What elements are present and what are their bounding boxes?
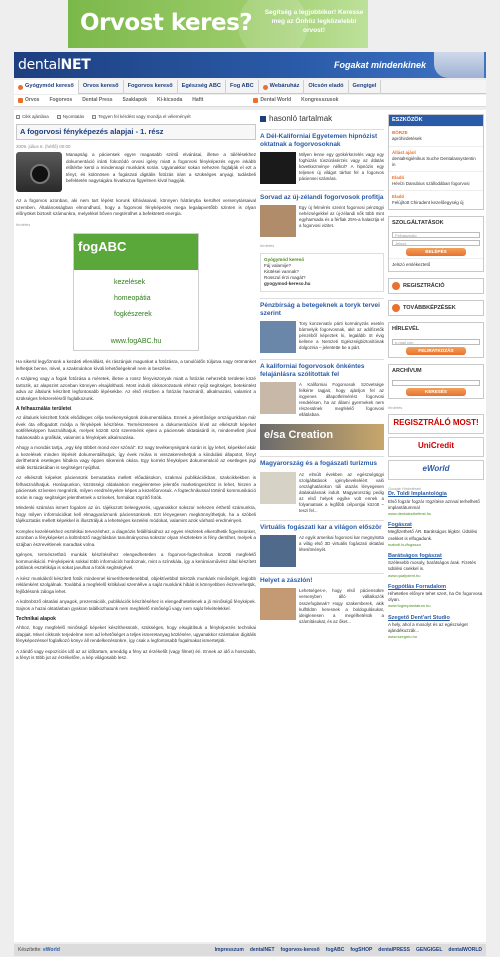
footer — [14, 944, 486, 956]
related-article[interactable] — [260, 359, 384, 419]
subnav-dental-world[interactable]: Dental World — [253, 97, 291, 104]
subnav-szaklapok[interactable]: Szaklapok — [122, 97, 147, 104]
unicredit-ad[interactable]: UniCredit — [388, 437, 484, 457]
camera-image — [16, 152, 62, 192]
nav-item-fogabc[interactable]: Fog ABC — [226, 80, 259, 94]
print-icon — [57, 115, 61, 119]
banner-promo: Segítség a legjobbikor! Keresse meg az Önhöz legközelebbi orvost! — [264, 9, 364, 35]
password-input[interactable]: Jelszó — [392, 240, 480, 246]
classified-item[interactable]: Állást ajánl dentalHigiénikus Suche Dentalassystentin in — [389, 146, 483, 171]
related-text: Az egyik amerikai fogorvosi kar megnyitotta a világ első 3D virtuális fogászati oktatási létesítményét. — [299, 535, 384, 553]
footer-links — [215, 947, 482, 954]
fogabc-logo: fogABC — [74, 234, 198, 270]
related-text: Milyen lenne egy gyökérkezelés vagy egy foghúzás túszúrásérzés vagy az átlatás következménye nélkül? A hipnózis egy teljesen új világot tárhat fel a fogorvos páciensei számára. — [299, 152, 384, 182]
google-ad[interactable]: Barátságos fogászat Szélesebb mosoly, barátságos árak. Fizetés üdülési csekkel is. www.qualydent.hu — [388, 552, 476, 578]
fogabc-url: www.fogABC.hu — [110, 337, 162, 345]
related-title[interactable]: Pénzbírság a betegeknek a toryk tervei szerint — [260, 301, 380, 317]
paragraph: A kész munkákról készített fotók mindennel kimeríthetetlenebbül, objektívebbül tükrözik munkánk minőségét, legjobb reklámként szolgálnak. Továbbá a megfelelő kritikával szemlélve a saját munkánk hibáit is könnyebben észrevehetjük, fejlődésünk záloga lehet. — [16, 575, 256, 594]
banner-headline: Orvost keres? — [80, 10, 253, 36]
subnav-orvos[interactable]: Orvos — [18, 97, 39, 104]
gyogymod-line: Kiütései vannak? — [264, 268, 299, 274]
gyogymod-url: gyogymod-kereso.hu — [264, 281, 311, 287]
related-title[interactable]: A kaliforniai fogorvosok önkéntes felajánlásra szólítottak fel — [260, 362, 365, 378]
username-input[interactable]: Felhasználó — [392, 232, 480, 238]
paragraph: Igényes, természetfotó munkák készítéséhez elengedhetetlen a fogorvos-fogtechnikus közötti megfelelő kommunikáció. Fényképeink sokkal több információt hordoznak, mint a színskála, így a kerámiaművész által készített pótlások esztétikája is sokat javulhat a fotók segítségével. — [16, 552, 256, 571]
sidebar — [388, 114, 484, 646]
section-heading: A felhasználás területei — [16, 406, 72, 413]
pill-icon — [18, 85, 23, 90]
paragraph: Komplex kezelésekhez esztétikai tervezéshez, a diagnózis felállításához az egyes részletek elkerülhetik figyelmünket, azonban a fényképeket a különböző nagyításban tanulmányozva sokszor olyan részletekre is fény derülhet, melyek a szájban észrevétlenek maradtak volna. — [16, 528, 256, 547]
archive-box — [388, 364, 484, 399]
footer-link[interactable]: GENGIGEL — [415, 946, 443, 953]
related-title[interactable]: A Dél-Kaliforniai Egyetemen hipnózist oktatnak a fogorvosoknak — [260, 132, 378, 148]
gyogymod-line: Rosszul érzi magát? — [264, 275, 306, 281]
related-article[interactable] — [260, 129, 384, 184]
gyogymod-title: Gyógymód kereső — [264, 256, 305, 262]
related-article[interactable] — [260, 456, 384, 514]
related-thumb — [260, 382, 296, 414]
gyogymod-ad[interactable] — [260, 253, 384, 292]
related-text: Egy új felmérés szerint fogorvosi pénzügyi nehézségekkel az új-zélandi nők több mint egyharmada és a férfiak 25%-a halasztja el a fogorvosi vizitet. — [299, 205, 384, 229]
google-ad[interactable]: Fogpótlás Forradalom Hihetetlen előnyre tehet szert, ha Ön fogorvosa olyan. www.fogimplantatum.hu — [388, 583, 483, 609]
related-text: A Kaliforniai Fogorvosok Szövetsége felkérte tagjait, hogy ajánljon fel az ingyenes állapotfelmérést fogorvosi rendelésen, ha az állami gyermekek nem részesülnek megfelelő fogorvosi ellátásban. — [299, 382, 384, 418]
ask-question-link[interactable]: Tegyen fel kérdést vagy mondja el véleményét — [92, 114, 190, 120]
related-column — [260, 114, 384, 631]
borze-link[interactable]: BÖRZE apróhirdetések — [389, 126, 483, 145]
subscribe-button[interactable]: FELIRATKOZÁS — [406, 347, 466, 355]
training-box[interactable]: TOVÁBBKÉPZÉSEK — [388, 300, 484, 316]
related-text: Tory konzervatív párti kormányzás esetén bármelyik fogorvosnak, akit az adófizetők pénzéből képeztek ki, legalább öt évig kellene a Nemzeti Egészségbiztosítónak dolgoznia – jelentette be a párt. — [299, 320, 384, 351]
registration-box[interactable]: REGISZTRÁCIÓ — [388, 278, 484, 294]
article-title: A fogorvosi fényképezés alapjai - 1. rész — [16, 124, 256, 140]
related-thumb — [260, 588, 296, 620]
main-nav — [14, 80, 486, 94]
related-thumb — [260, 152, 296, 184]
paragraph: A szájüreg vagy a fogak fotózása a méretek, illetve a rossz fényviszonyok miatt a fotózás nehezebb területei közé tartozik, az alapszint azonban könnyen elsajátítható. Most induló cikksorozatunk ehhez nyújt segítséget, betekintést adva az általunk készített legfontosabb lépésekbe. Az első részben a fotózás hasznáról, alkalmazási, valamint a szükséges felszerelésről foglalkozunk. — [16, 376, 256, 401]
lead-text: Manapság a páciensek egyre magasabb szintű elvárásai, illetve a túlélésekhez dokumentáció iránti fokozódó orvosi igény miatt a fogorvosi fényképezés egyre inkább előtérbe kerül a mindennapi munkánk során. Ugyanakkor sokan nehezen foglalják el ezt a tényt, és különösen a fogászati digitális fotózás iránt a szükséges anyagi, tudásbeli befektetés nagyságára hivatkozva figyelmen kívül hagyják. — [66, 152, 256, 184]
classified-item[interactable]: Eladó Felújított Chiradent kezelőegység új — [389, 190, 483, 209]
paragraph: Ha sikerül legyőznünk a kezdeti ellenállást, és rászánjuk magunkat a fotózásra, a tanulóidőn túljutva nagy örömünket lelhetjük benne, mivel, a szakmánkon kívüli lehetőségeknél nem is beszélve. — [16, 359, 256, 371]
site-logo[interactable]: dentalNET — [18, 57, 91, 73]
section-heading: Technikai alapok — [16, 616, 56, 623]
paragraph: Az általunk készített fotók elsődleges célja tevékenységünk dokumentálása. Ennek a jelentősége országunkban már évek óta elfogadott módja a fényképek készítése. Természetesen a dokumentáción kívül az elkészült képeket sokféleképpen használhatjuk, melyek között szót szeretnénk ejteni a páciensek oktatásáról is, mindemellett jóval hatásosabb a grafikák, valamint a fényképek alkalmazása. — [16, 415, 256, 440]
nav-item-orvos[interactable]: Orvos kereső — [79, 80, 124, 94]
header-image — [434, 52, 484, 78]
fogabc-ad[interactable] — [73, 233, 199, 351]
related-article[interactable] — [260, 520, 384, 567]
doctor-icon — [18, 98, 23, 103]
google-ads — [388, 486, 484, 640]
tools-box — [388, 114, 484, 210]
ad-label: hirdetés — [16, 221, 31, 227]
nav-item-webaruhaz[interactable]: Webáruház — [259, 80, 305, 94]
footer-link[interactable]: dentalNET — [249, 946, 275, 953]
newsletter-box — [388, 322, 484, 357]
google-ad[interactable]: Szegető Dent'art Studio A hely, ahol a mosolyt és az egészséget ajándékozzák... www.szegeto.hu — [388, 614, 468, 640]
nav-item-egeszseg[interactable]: Egészség ABC — [178, 80, 226, 94]
paragraph: Mindenki számára ismert fogalom az ún. tájékozott beleegyezés, ugyanakkor sokszor nehezen érthető számunkra, hogy milyen információkat kell elmagyaráznunk páciensünknek. Ezt lényegesen megkönnyíthetjük, ha a szóbeli tájékoztatás mellett képekkel is illusztráljuk a lehetséges kezelési módokat, valamint azok várható eredményeit. — [16, 505, 256, 524]
footer-link[interactable]: fogorvos-kereső — [280, 946, 320, 953]
related-heading: hasonló tartalmak — [260, 114, 384, 125]
related-text: Az elmúlt években az egészségügyi szolgáltatások igénybevételéért való országhatárokon túli utazás lényegesen átalakulásnak indult. Magyarország pedig az első helyek egyike volt ennek a folyamatnak a legfőbb célpontjai között – teszi fel... — [299, 471, 384, 514]
globe-icon — [253, 98, 258, 103]
related-title[interactable]: Sorvad az új-zélandi fogorvosok profitja — [260, 194, 384, 202]
article-tools — [16, 114, 256, 120]
nav-item-gyogymod[interactable]: Gyógymód kereső — [14, 80, 79, 94]
paragraph: A záridő vagy expozíciós idő az az időtartam, ameddig a fény az érzékelőt (vagy filmet) éri. Ennek az idő a hosszabb, a fényt is több jut az érzékelőre, a kép világosabb lesz. — [16, 648, 256, 661]
nav-item-gengigel[interactable]: Gengigel — [349, 80, 382, 94]
google-ad[interactable]: Dr. Toldi Implantológia Első fogzár fogzár rögzítése aznnal terhelhető implantátummal www.dentalesthetinst.hu — [388, 491, 480, 516]
related-article[interactable] — [260, 298, 384, 353]
subnav-hafit[interactable]: Hafit — [192, 97, 204, 104]
footer-eworld[interactable]: eWorld — [43, 946, 60, 953]
related-article[interactable] — [260, 190, 384, 237]
cart-icon — [263, 85, 268, 90]
archive-heading: ARCHÍVUM — [392, 367, 422, 374]
paragraph: Az elkészült képeket páciensünk bemutatása mellett előadásokon, szakmai publikációkban, szakcikkekben is felhasználhatjuk. Honlapunkon, közösségi oldalainkon megjelentetve jelentős marketingeszköz is lehet, hiszen a páciensek szívesen megnézik, milyen eredményekre képes a kezelőorvosuk. A fogtechnikussal történő kommunikáció során is nagy segítséget jelenthetnek a színeket, formákat rögzítő fotók. — [16, 475, 256, 500]
login-heading: SZOLGÁLTATÁSOK — [392, 219, 444, 226]
subnav-fogorvos[interactable]: Fogorvos — [49, 97, 73, 104]
tools-heading: ESZKÖZÖK — [389, 115, 483, 126]
login-box — [388, 216, 484, 272]
article-column — [16, 114, 256, 666]
related-thumb — [260, 205, 296, 237]
related-title[interactable]: Helyet a zászlón! — [260, 577, 313, 585]
related-thumb — [260, 472, 296, 504]
subnav-kongresszusok[interactable]: Kongresszusok — [301, 97, 339, 104]
archive-search-button[interactable]: KERESÉS — [406, 388, 466, 396]
related-title[interactable]: Magyarország és a fogászati turizmus — [260, 460, 378, 468]
ad-label: hirdetés — [388, 405, 403, 411]
content-area — [14, 110, 486, 942]
key-icon — [392, 282, 400, 290]
book-icon — [392, 304, 400, 312]
google-ads-heading: Google Hirdetések — [388, 485, 422, 491]
article-date: 2009. július 6. (hétfő) 00:00 — [16, 144, 71, 150]
paragraph: A különböző oktatási anyagok, prezentációk, publikációk készítéséhez is elengedhetetlenek a jó minőségű fényképek. Sajnos a hazai oktatásban gyakran találkozhatunk nem megfelelő minőségű vagy nem saját felvételekkel. — [16, 599, 256, 611]
newsletter-heading: HÍRLEVÉL — [392, 326, 420, 333]
site-header — [14, 52, 486, 78]
nav-item-olcson[interactable]: Olcsón eladó — [304, 80, 348, 94]
fogabc-line: homeopátia — [114, 295, 151, 303]
sub-nav — [14, 95, 486, 107]
comment-icon — [92, 115, 96, 119]
fogabc-line: kezelések — [114, 279, 146, 287]
ad-label: hirdetés — [260, 243, 275, 249]
related-text: Lehetséges-e, hogy első páciensükre versenyben álló vállalkozók összefoglanak? Hogy szakemberek, akik kulföldön keresnek a boldogulásukat, ideiglenesen a megélhetésük a számításukat, és az őket... — [299, 588, 384, 624]
paragraph: Ahogy a mondás tartja, „egy kép többet mond ezer szónál”. Ez nagy tevékenységünk során is így lehet, képekkel akár a kezelések minden lépését dokumentálhatjuk, így évek múlva is visszakereshetjük a kiindulási állapotot, fényt deríthetünk esetleges hibákra vagy éppen sikereink okára. Egy korrekt fényképes dokumentáció az esetleges jogi viták tisztázásában is segítséget nyújthat. — [16, 445, 256, 470]
newsletter-email-input[interactable]: e-mail cím — [392, 339, 480, 345]
fogabc-line: fogkészerek — [114, 311, 152, 319]
footer-link[interactable]: fogSHOP — [350, 946, 373, 953]
article-lead — [16, 152, 256, 192]
nav-item-fogorvos[interactable]: Fogorvos kereső — [124, 80, 178, 94]
archive-search-input[interactable] — [392, 380, 480, 386]
site-tagline: Fogakat mindenkinek — [333, 60, 426, 70]
recommend-link[interactable]: Cikk ajánlása — [16, 114, 49, 120]
forgot-password-link[interactable]: Jelszó emlékeztető — [389, 258, 483, 271]
related-article[interactable] — [260, 573, 384, 625]
sidebar-ad[interactable]: REGISZTRÁLÓ MOST! — [388, 414, 484, 434]
related-title[interactable]: Virtuális fogászati kar a világon először — [260, 524, 382, 532]
gyogymod-line: Fáj valamije? — [264, 262, 292, 268]
footer-credit: Készítette: — [18, 946, 42, 953]
paragraph: Az a fogorvos azonban, aki nem tart lépést korunk kihívásaival, könnyen hátrányba kerülhet versenytársaival szemben. Általánosságban elmondható, hogy a fogorvosi fényképezés mega legalapvetőbb szinten is olyan előnyöket biztosít számunkra, melyekkel bőven megtérülhet a befektetett energia. — [16, 198, 256, 217]
subnav-dental-press[interactable]: Dental Press — [82, 97, 113, 104]
top-banner-ad[interactable] — [68, 0, 368, 48]
related-thumb — [260, 535, 296, 567]
classified-item[interactable]: Eladó Hévízi Danubius szállodában fogorvosi — [389, 171, 483, 190]
related-thumb — [260, 321, 296, 353]
footer-link[interactable]: Impresszum — [214, 946, 244, 953]
list-icon — [260, 116, 266, 122]
eworld-ad[interactable]: eWorld — [388, 460, 484, 480]
mail-icon — [16, 115, 20, 119]
google-ad[interactable]: Fogászat Megfizethető ÁR. Barátságos légkör. Üdülési csekket is elfogadunk. mabofi.hu/fogasza — [388, 522, 478, 547]
print-link[interactable]: Nyomtatás — [57, 114, 85, 120]
paragraph: Ahhoz, hogy megfelelő minőségű képeket készíthessünk, szükséges, hogy elsajátítsuk a fényképezés technikai alapjait. Mivel cikkünk terjedelme nem ad lehetőséget a teljes ismeretanyag közlésére, ugyanakkor számtalan digitális fényképezéssel foglalkozó könyv áll rendelkezésünkre, így csak a legfontosabb fogalmakat ismertetjük. — [16, 625, 256, 644]
ewsa-ad[interactable]: e/sa Creation — [260, 424, 384, 450]
login-button[interactable]: BELÉPÉS — [406, 248, 466, 256]
subnav-ki-kicsoda[interactable]: Ki-kicsoda — [157, 97, 183, 104]
footer-link[interactable]: dentalWORLD — [448, 946, 482, 953]
footer-link[interactable]: dentalPRESS — [378, 946, 410, 953]
footer-link[interactable]: fogABC — [325, 946, 345, 953]
